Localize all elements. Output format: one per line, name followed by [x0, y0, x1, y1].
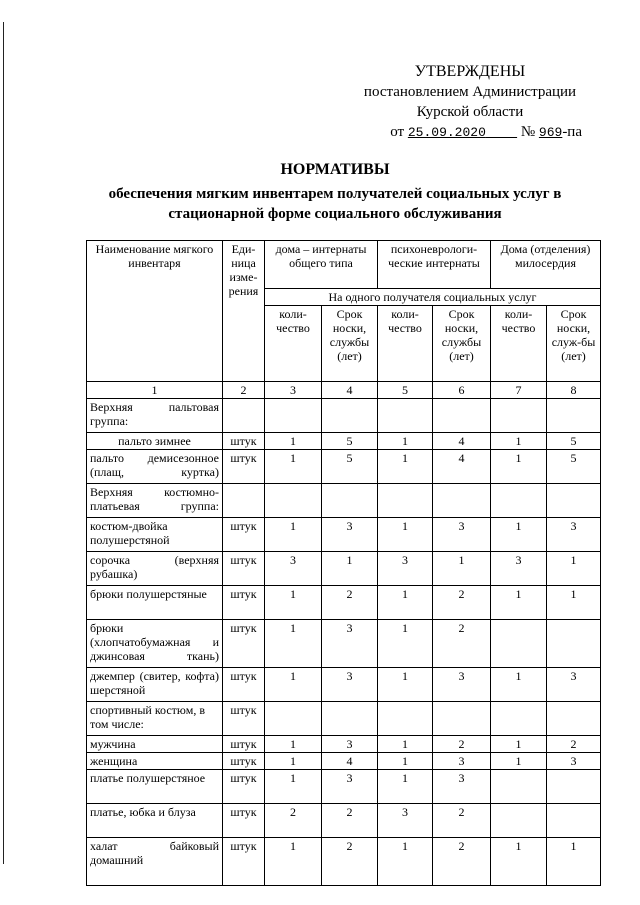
item-name: сорочка (верхняя рубашка) — [87, 552, 223, 586]
item-quantity: 1 — [491, 433, 547, 450]
item-quantity — [491, 620, 547, 668]
item-unit: штук — [223, 518, 265, 552]
item-term: 3 — [433, 770, 491, 804]
item-quantity: 1 — [265, 433, 322, 450]
column-number: 1 — [87, 382, 223, 399]
item-quantity: 1 — [265, 838, 322, 886]
item-quantity — [491, 770, 547, 804]
table-row — [87, 518, 601, 552]
item-quantity: 1 — [491, 838, 547, 886]
item-quantity — [491, 399, 547, 433]
item-term: 1 — [322, 552, 378, 586]
item-quantity: 3 — [378, 804, 433, 838]
header-qty-3: коли-чество — [491, 306, 547, 382]
approval-title: УТВЕРЖДЕНЫ — [414, 63, 526, 80]
item-term — [547, 399, 601, 433]
left-margin-rule — [3, 22, 4, 864]
table-row — [87, 433, 601, 450]
item-term — [433, 702, 491, 736]
item-quantity — [265, 702, 322, 736]
item-unit: штук — [223, 433, 265, 450]
item-quantity: 3 — [378, 552, 433, 586]
item-term: 5 — [547, 450, 601, 484]
item-term: 3 — [547, 518, 601, 552]
item-quantity — [491, 702, 547, 736]
item-term: 3 — [433, 753, 491, 770]
item-term: 1 — [547, 586, 601, 620]
item-quantity — [265, 399, 322, 433]
item-term: 4 — [433, 450, 491, 484]
item-quantity: 1 — [378, 433, 433, 450]
item-term: 1 — [547, 552, 601, 586]
heading-subtitle-2: стационарной форме социального обслуживания — [168, 206, 502, 222]
item-quantity: 1 — [265, 620, 322, 668]
item-quantity: 3 — [491, 552, 547, 586]
header-per-recipient: На одного получателя социальных услуг — [265, 289, 601, 306]
item-term: 3 — [322, 736, 378, 753]
column-number: 8 — [547, 382, 601, 399]
item-term: 4 — [322, 753, 378, 770]
item-quantity: 3 — [265, 552, 322, 586]
item-quantity: 1 — [378, 620, 433, 668]
item-quantity — [378, 399, 433, 433]
item-quantity: 1 — [265, 450, 322, 484]
item-quantity: 1 — [265, 770, 322, 804]
norms-table — [86, 240, 601, 886]
item-term: 5 — [322, 433, 378, 450]
column-number: 4 — [322, 382, 378, 399]
item-name: Верхняя костюмно-платьевая группа: — [87, 484, 223, 518]
approval-line2: Курской области — [416, 104, 524, 120]
item-quantity: 1 — [265, 736, 322, 753]
table-row — [87, 552, 601, 586]
item-name: халат байковый домашний — [87, 838, 223, 886]
item-term: 3 — [547, 668, 601, 702]
item-term: 4 — [433, 433, 491, 450]
approval-from-label: от — [390, 124, 405, 140]
item-name: Верхняя пальтовая группа: — [87, 399, 223, 433]
item-quantity: 1 — [491, 586, 547, 620]
item-quantity: 1 — [378, 586, 433, 620]
item-quantity: 1 — [491, 753, 547, 770]
item-term — [322, 702, 378, 736]
item-term — [547, 804, 601, 838]
item-unit: штук — [223, 736, 265, 753]
item-quantity — [265, 484, 322, 518]
item-unit — [223, 484, 265, 518]
heading-subtitle-1: обеспечения мягким инвентарем получателей социальных услуг в — [108, 186, 562, 202]
item-term: 2 — [433, 736, 491, 753]
table-row — [87, 450, 601, 484]
item-term — [547, 484, 601, 518]
header-qty-1: коли-чество — [265, 306, 322, 382]
item-name: мужчина — [87, 736, 223, 753]
item-term: 2 — [433, 620, 491, 668]
header-name: Наименование мягкого инвентаря — [87, 241, 223, 382]
item-term: 5 — [322, 450, 378, 484]
item-term: 3 — [547, 753, 601, 770]
header-qty-2: коли-чество — [378, 306, 433, 382]
approval-number: 969 — [538, 125, 563, 140]
item-quantity: 1 — [491, 518, 547, 552]
table-row — [87, 753, 601, 770]
item-quantity: 1 — [378, 450, 433, 484]
item-quantity: 1 — [378, 770, 433, 804]
item-quantity: 1 — [378, 736, 433, 753]
column-number: 2 — [223, 382, 265, 399]
item-name: женщина — [87, 753, 223, 770]
item-unit: штук — [223, 586, 265, 620]
item-quantity: 1 — [378, 668, 433, 702]
item-term: 5 — [547, 433, 601, 450]
item-term: 3 — [322, 770, 378, 804]
header-group-psycho: психоневрологи-ческие интернаты — [378, 241, 491, 289]
item-term — [322, 399, 378, 433]
item-name: брюки (хлопчатобумажная и джинсовая ткань) — [87, 620, 223, 668]
table-row — [87, 586, 601, 620]
approval-number-suffix: -па — [562, 124, 582, 140]
item-term: 3 — [433, 518, 491, 552]
item-term: 2 — [433, 838, 491, 886]
table-row — [87, 736, 601, 753]
table-row — [87, 399, 601, 433]
item-unit: штук — [223, 804, 265, 838]
approval-number-label: № — [520, 124, 536, 140]
item-term: 3 — [322, 620, 378, 668]
item-quantity — [378, 702, 433, 736]
header-group-mercy: Дома (отделения) милосердия — [491, 241, 601, 289]
column-number: 7 — [491, 382, 547, 399]
item-unit: штук — [223, 838, 265, 886]
item-term — [433, 484, 491, 518]
item-term: 2 — [547, 736, 601, 753]
item-quantity — [491, 484, 547, 518]
header-group-general: дома – интернаты общего типа — [265, 241, 378, 289]
heading-title: НОРМАТИВЫ — [280, 161, 390, 178]
item-unit — [223, 399, 265, 433]
item-term: 1 — [547, 838, 601, 886]
item-unit: штук — [223, 753, 265, 770]
item-term — [433, 399, 491, 433]
item-quantity: 2 — [265, 804, 322, 838]
column-number: 5 — [378, 382, 433, 399]
item-unit: штук — [223, 702, 265, 736]
table-row — [87, 620, 601, 668]
item-term: 2 — [322, 804, 378, 838]
item-quantity: 1 — [378, 518, 433, 552]
item-quantity: 1 — [265, 518, 322, 552]
item-quantity: 1 — [265, 668, 322, 702]
document-heading — [60, 160, 610, 224]
item-unit: штук — [223, 770, 265, 804]
item-quantity: 1 — [378, 753, 433, 770]
item-term: 2 — [433, 586, 491, 620]
item-term: 3 — [322, 518, 378, 552]
item-unit: штук — [223, 450, 265, 484]
item-name: платье полушерстяное — [87, 770, 223, 804]
table-row — [87, 838, 601, 886]
item-quantity: 1 — [491, 668, 547, 702]
header-unit: Еди-ница изме-рения — [223, 241, 265, 382]
item-name: пальто зимнее — [87, 433, 223, 450]
item-quantity: 1 — [491, 450, 547, 484]
item-name: пальто демисезонное (плащ, куртка) — [87, 450, 223, 484]
item-quantity: 1 — [378, 838, 433, 886]
item-quantity: 1 — [265, 586, 322, 620]
item-quantity: 1 — [491, 736, 547, 753]
table-row — [87, 804, 601, 838]
column-number: 3 — [265, 382, 322, 399]
item-unit: штук — [223, 668, 265, 702]
item-name: костюм-двойка полушерстяной — [87, 518, 223, 552]
table-row — [87, 702, 601, 736]
item-quantity — [378, 484, 433, 518]
approval-block — [340, 62, 600, 143]
approval-date: 25.09.2020 — [407, 125, 486, 140]
item-term — [547, 702, 601, 736]
header-term-1: Срок носки, службы (лет) — [322, 306, 378, 382]
item-quantity — [491, 804, 547, 838]
item-name: джемпер (свитер, кофта) шерстяной — [87, 668, 223, 702]
item-term: 1 — [433, 552, 491, 586]
table-row — [87, 668, 601, 702]
header-term-2: Срок носки, службы (лет) — [433, 306, 491, 382]
item-name: брюки полушерстяные — [87, 586, 223, 620]
item-term: 3 — [433, 668, 491, 702]
item-term — [547, 620, 601, 668]
header-term-3: Срок носки, служ-бы (лет) — [547, 306, 601, 382]
item-quantity: 1 — [265, 753, 322, 770]
item-term: 3 — [322, 668, 378, 702]
table-row — [87, 770, 601, 804]
item-name: спортивный костюм, в том числе: — [87, 702, 223, 736]
item-term — [322, 484, 378, 518]
table-row — [87, 484, 601, 518]
column-number: 6 — [433, 382, 491, 399]
item-term: 2 — [322, 586, 378, 620]
item-unit: штук — [223, 552, 265, 586]
item-term: 2 — [322, 838, 378, 886]
item-term — [547, 770, 601, 804]
approval-line1: постановлением Администрации — [363, 84, 577, 100]
item-name: платье, юбка и блуза — [87, 804, 223, 838]
approval-date-row — [340, 122, 600, 143]
item-unit: штук — [223, 620, 265, 668]
item-term: 2 — [433, 804, 491, 838]
